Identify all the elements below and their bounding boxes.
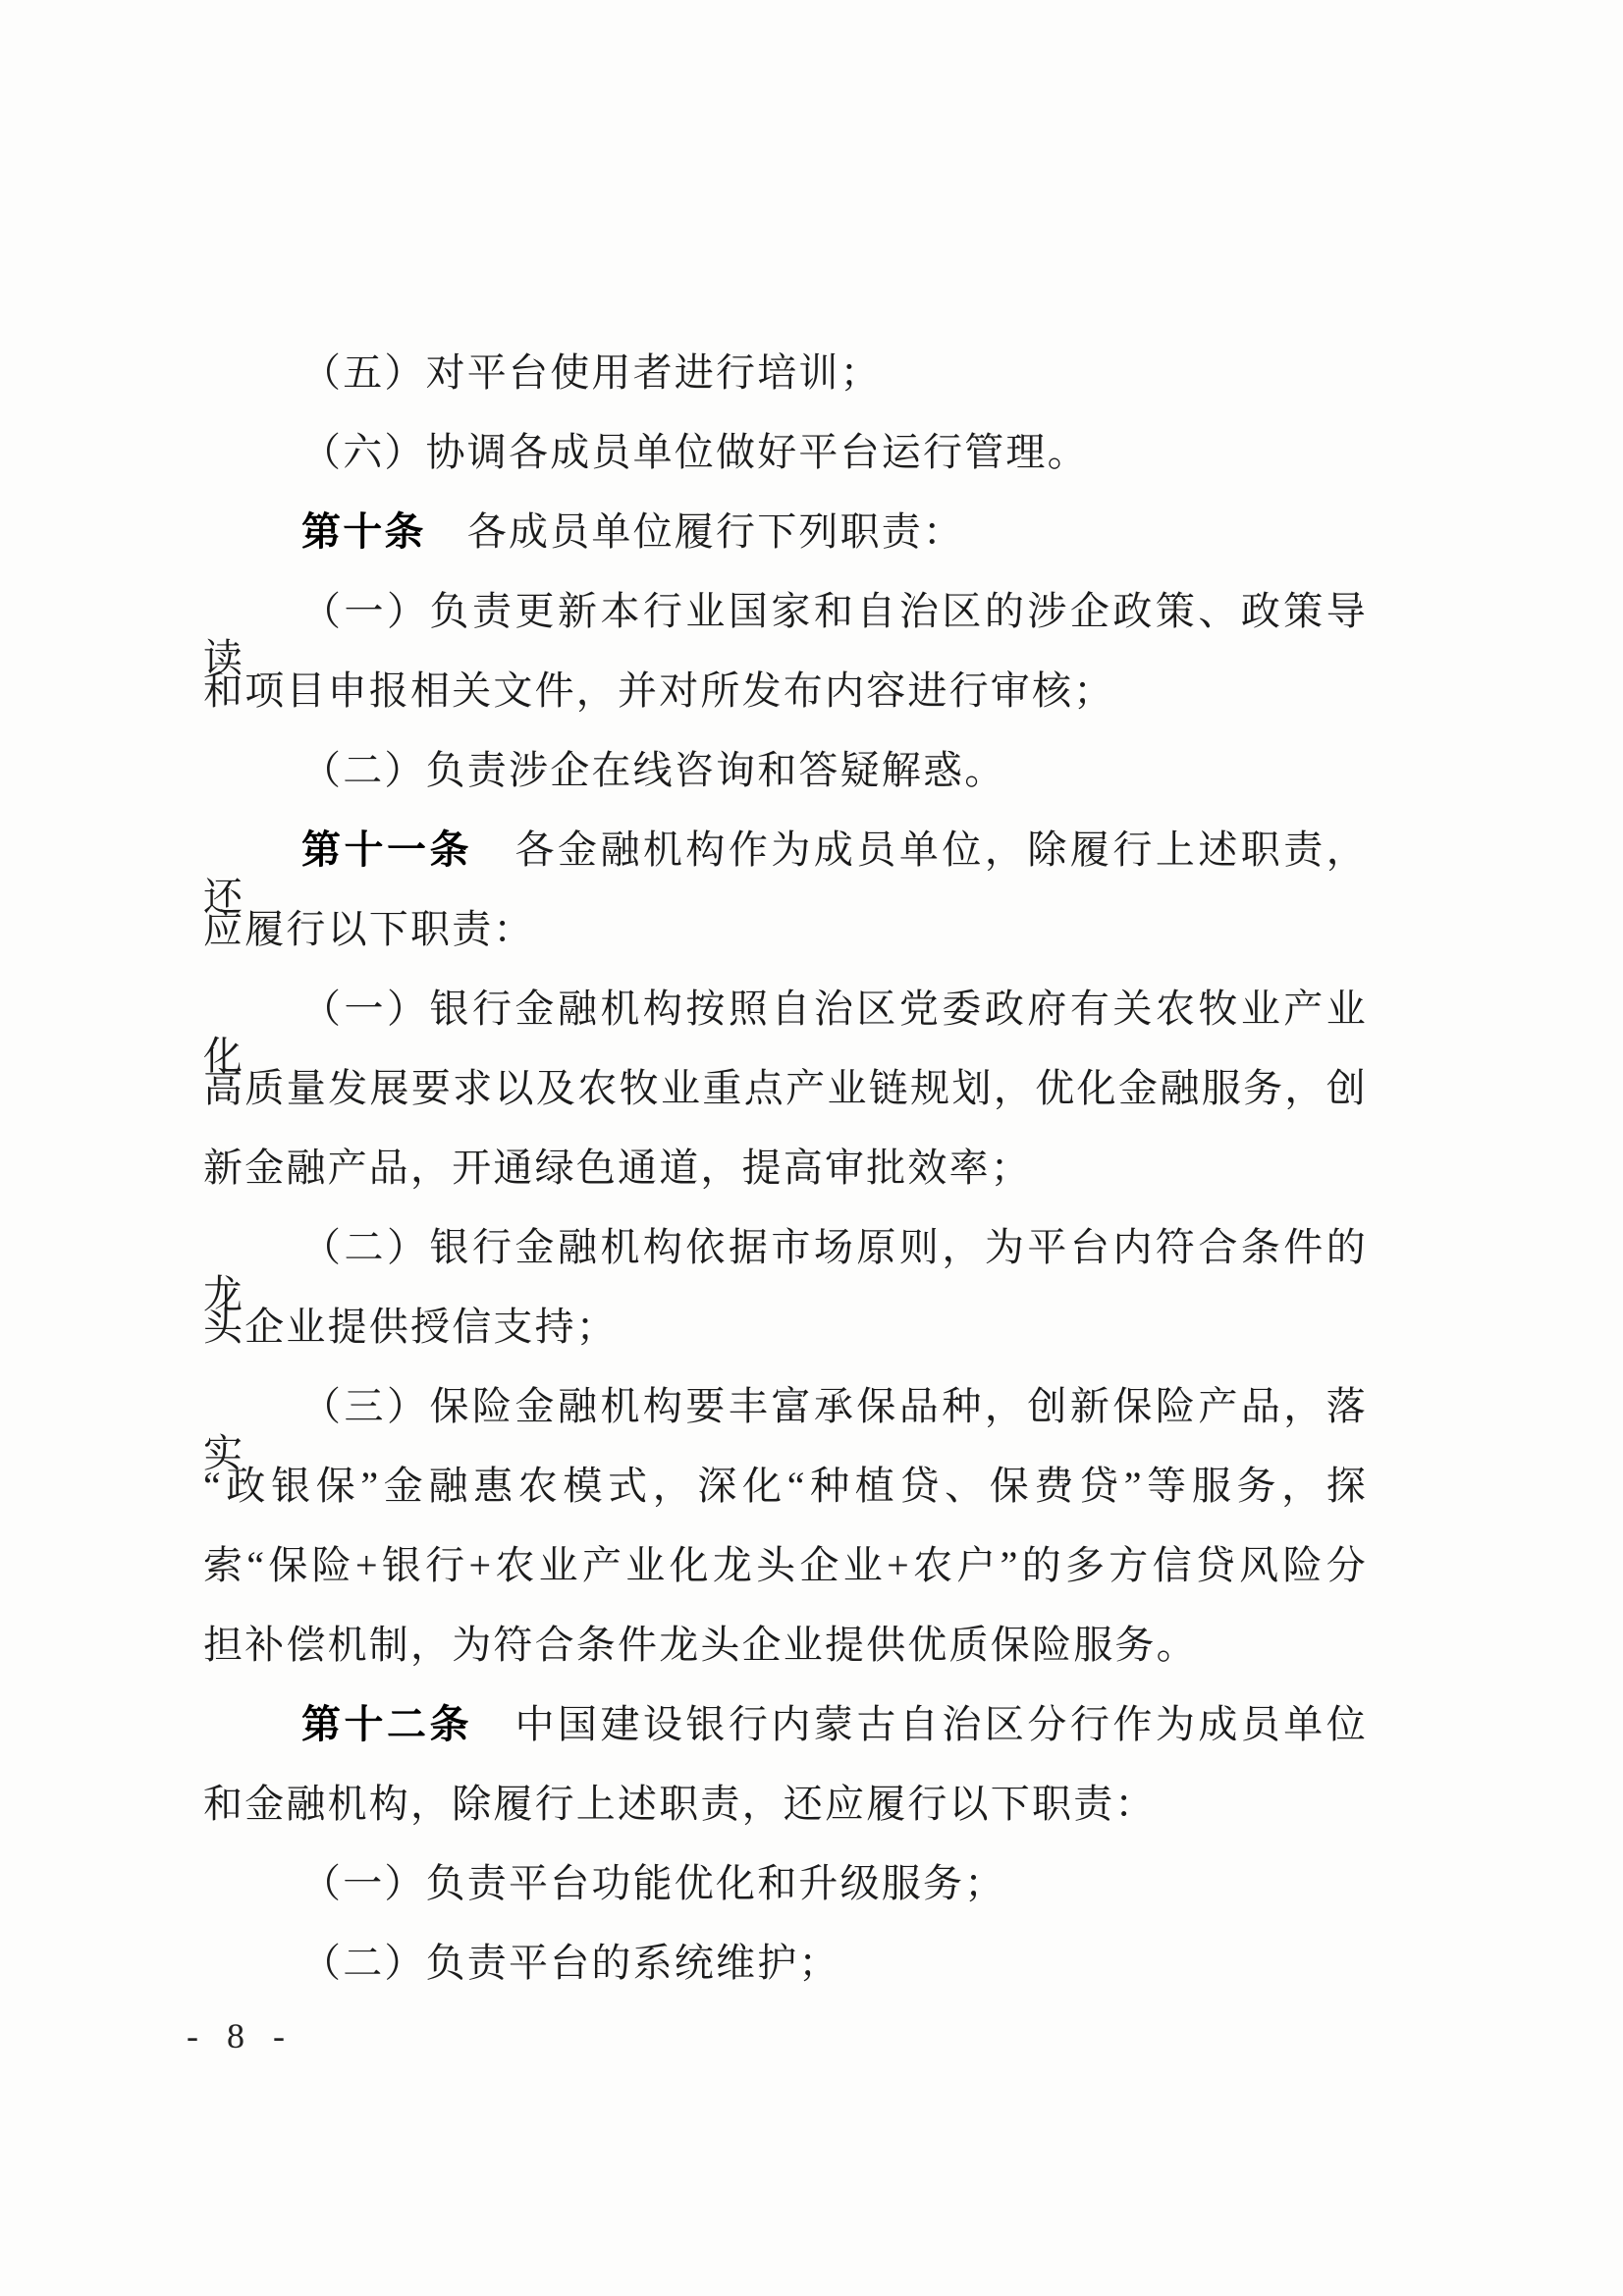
doc-line bbox=[203, 1145, 1368, 1192]
document-body bbox=[203, 0, 1368, 2296]
doc-line-text: 新金融产品，开通绿色通道，提高审批效率； bbox=[203, 1146, 1032, 1190]
doc-line-text: 中国建设银行内蒙古自治区分行作为成员单位 bbox=[471, 1702, 1368, 1746]
doc-line bbox=[203, 1940, 1368, 1987]
doc-line-text: （二）负责涉企在线咨询和答疑解惑。 bbox=[301, 748, 1006, 792]
doc-line-text: 高质量发展要求以及农牧业重点产业链规划，优化金融服务，创 bbox=[203, 1066, 1368, 1110]
doc-line bbox=[203, 349, 1368, 397]
doc-line bbox=[203, 1860, 1368, 1907]
doc-line-text: 索“保险+银行+农业产业化龙头企业+农户”的多方信贷风险分 bbox=[203, 1543, 1368, 1587]
doc-line-text: （一）银行金融机构按照自治区党委政府有关农牧业产业化 bbox=[203, 987, 1368, 1078]
doc-line-text: （二）负责平台的系统维护； bbox=[301, 1941, 840, 1985]
doc-line-text: 各金融机构作为成员单位，除履行上述职责，还 bbox=[203, 828, 1368, 919]
doc-line-text: （五）对平台使用者进行培训； bbox=[301, 350, 882, 395]
doc-line bbox=[203, 1463, 1368, 1510]
doc-line-text: （二）银行金融机构依据市场原则，为平台内符合条件的龙 bbox=[203, 1225, 1368, 1316]
doc-line-text: 头企业提供授信支持； bbox=[203, 1305, 618, 1349]
doc-line-text: （六）协调各成员单位做好平台运行管理。 bbox=[301, 430, 1089, 474]
doc-line bbox=[203, 1781, 1368, 1828]
doc-line bbox=[203, 588, 1368, 680]
doc-line-text: 应履行以下职责： bbox=[203, 907, 535, 951]
article-heading-text: 第十一条 bbox=[301, 828, 472, 872]
doc-line-text: “政银保”金融惠农模式，深化“种植贷、保费贷”等服务，探 bbox=[203, 1464, 1368, 1508]
doc-line bbox=[203, 429, 1368, 476]
doc-line-text: 和项目申报相关文件，并对所发布内容进行审核； bbox=[203, 668, 1115, 713]
doc-line bbox=[203, 1224, 1368, 1316]
doc-line-text: 和金融机构，除履行上述职责，还应履行以下职责： bbox=[203, 1782, 1157, 1826]
doc-line bbox=[203, 1065, 1368, 1112]
doc-line-text: 担补偿机制，为符合条件龙头企业提供优质保险服务。 bbox=[203, 1623, 1198, 1667]
article-heading-text: 第十条 bbox=[301, 509, 426, 554]
doc-line bbox=[203, 1383, 1368, 1475]
doc-line bbox=[203, 1622, 1368, 1669]
doc-line bbox=[203, 508, 1368, 556]
doc-line bbox=[203, 1542, 1368, 1589]
doc-line bbox=[203, 1701, 1368, 1748]
article-heading-text: 第十二条 bbox=[301, 1702, 472, 1746]
doc-line-text: （一）负责平台功能优化和升级服务； bbox=[301, 1861, 1006, 1905]
doc-line-text: （一）负责更新本行业国家和自治区的涉企政策、政策导读 bbox=[203, 589, 1368, 680]
doc-line bbox=[203, 986, 1368, 1078]
doc-line bbox=[203, 906, 1368, 953]
page-number: - 8 - bbox=[187, 2016, 295, 2056]
doc-line bbox=[203, 747, 1368, 794]
doc-line-text: 各成员单位履行下列职责： bbox=[425, 509, 965, 554]
doc-line bbox=[203, 827, 1368, 919]
page-footer bbox=[187, 2010, 295, 2061]
doc-line bbox=[203, 667, 1368, 715]
doc-line-text: （三）保险金融机构要丰富承保品种，创新保险产品，落实 bbox=[203, 1384, 1368, 1475]
doc-line bbox=[203, 1304, 1368, 1351]
